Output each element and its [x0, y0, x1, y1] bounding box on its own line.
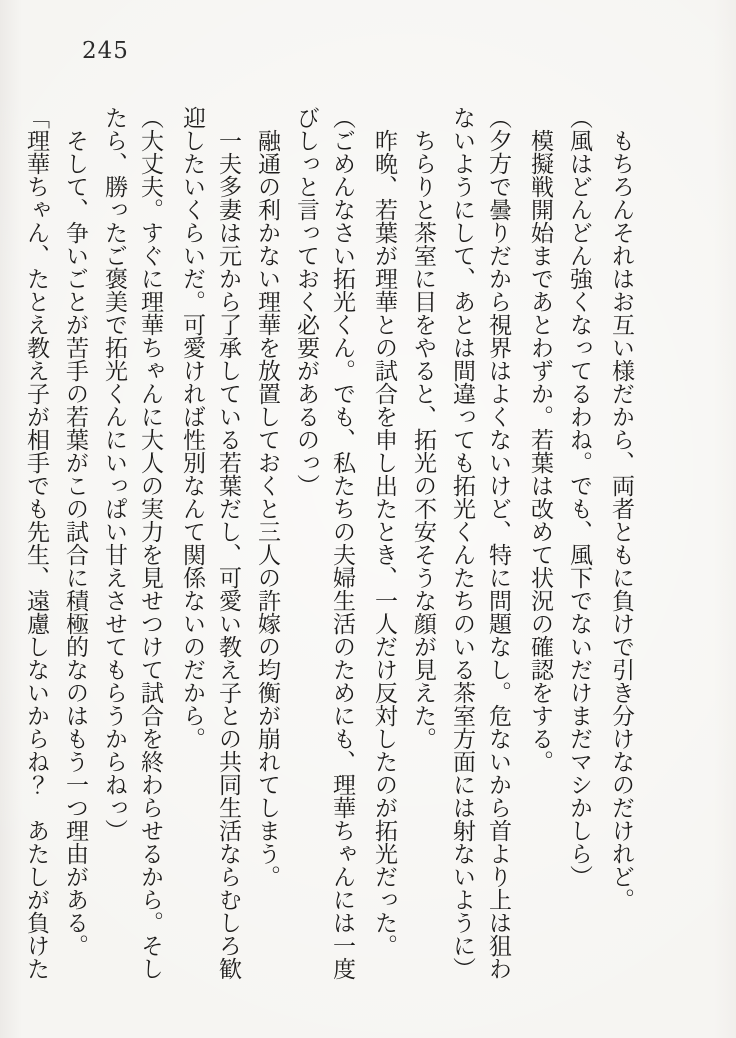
text-column: 模擬戦開始まであとわずか。若葉は改めて状況の確認をする。 — [527, 129, 553, 773]
text-column: ちらりと茶室に目をやると、拓光の不安そうな顔が見えた。 — [410, 129, 436, 750]
text-column: 迎したいくらいだ。可愛ければ性別なんて関係ないのだから。 — [179, 106, 205, 750]
text-column: 昨晩、若葉が理華との試合を申し出たとき、一人だけ反対したのが拓光だった。 — [371, 129, 397, 957]
text-column: 一夫多妻は元から了承している若葉だし、可愛い教え子との共同生活ならむしろ歓 — [215, 129, 241, 980]
text-column: 「理華ちゃん、たとえ教え子が相手でも先生、遠慮しないからね？ あたしが負けた — [23, 106, 49, 980]
text-column: （ごめんなさい拓光くん。でも、私たちの夫婦生活のためにも、理華ちゃんには一度 — [329, 106, 355, 980]
text-column: （夕方で曇りだから視界はよくないけど、特に問題なし。危ないから首より上は狙わ — [485, 106, 511, 980]
text-column: もちろんそれはお互い様だから、両者ともに負けで引き分けなのだけれど。 — [608, 129, 634, 911]
text-column: （大丈夫。すぐに理華ちゃんに大人の実力を見せつけて試合を終わらせるから。そし — [137, 106, 163, 980]
text-column: 融通の利かない理華を放置しておくと三人の許嫁の均衡が崩れてしまう。 — [254, 129, 280, 888]
text-column: ないようにして、あとは間違っても拓光くんたちのいる茶室方面には射ないように） — [449, 106, 475, 980]
text-column: （風はどんどん強くなってるわね。でも、風下でないだけまだマシかしら） — [566, 106, 592, 888]
text-column: そして、争いごとが苦手の若葉がこの試合に積極的なのはもう一つ理由がある。 — [62, 129, 88, 957]
page-number: 245 — [82, 38, 129, 64]
text-column: たら、勝ったご褒美で拓光くんにいっぱい甘えさせてもらうからねっ） — [101, 106, 127, 842]
text-column: びしっと言っておく必要があるのっ） — [293, 106, 319, 497]
vertical-text-block — [18, 106, 639, 1006]
